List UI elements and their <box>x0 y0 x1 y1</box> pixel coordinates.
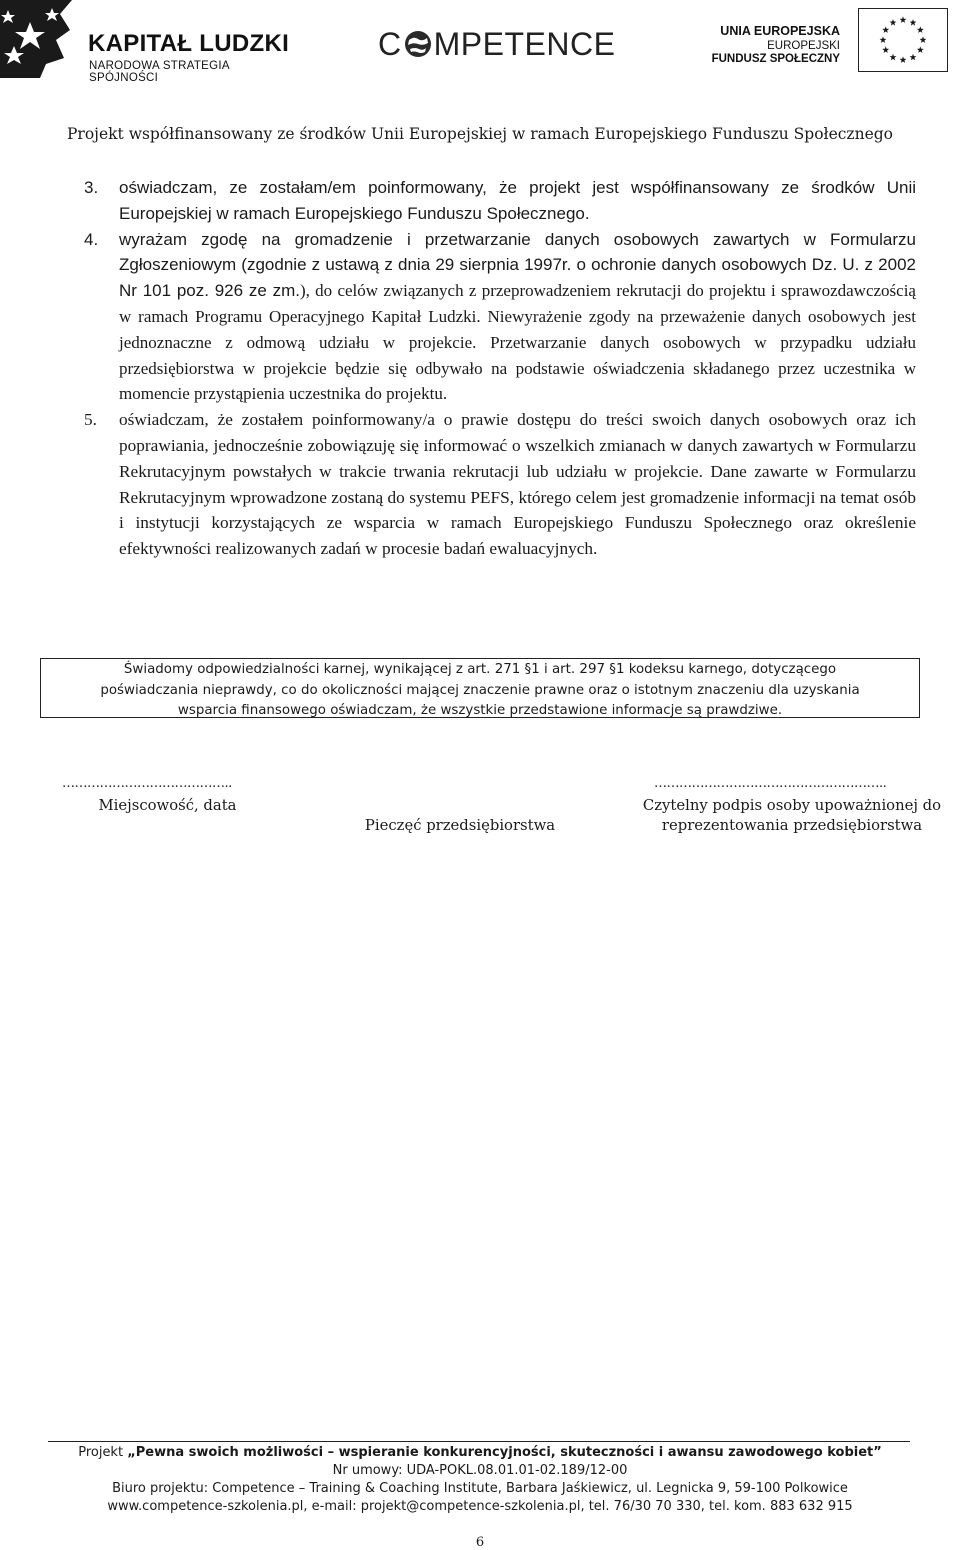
signature-field[interactable]: ……………………………………………….. <box>654 776 887 791</box>
statement-line-2: poświadczania nieprawdy, co do okoliczności mającej znaczenie prawne oraz o istotnym znaczeniu dla uzyskania <box>100 682 860 698</box>
signature-label-line-1: Czytelny podpis osoby upoważnionej do <box>642 797 942 814</box>
point-text <box>119 227 916 408</box>
eu-logo-line-1: UNIA EUROPEJSKA <box>720 24 840 38</box>
logo-header <box>0 0 960 84</box>
competence-logo-text-right: MPETENCE <box>433 26 616 62</box>
footer-divider <box>48 1441 910 1442</box>
company-stamp-label: Pieczęć przedsiębiorstwa <box>364 817 556 834</box>
statement-line-1: Świadomy odpowiedzialności karnej, wynikającej z art. 271 §1 i art. 297 §1 kodeksu karnego, dotyczącego <box>123 662 837 677</box>
kapital-ludzki-subtitle: NARODOWA STRATEGIA SPÓJNOŚCI <box>89 60 230 84</box>
declaration-points <box>84 175 916 562</box>
competence-globe-icon <box>403 29 433 59</box>
competence-logo-text-left: C <box>378 26 402 62</box>
signature-label-line-2: reprezentowania przedsiębiorstwa <box>661 817 923 834</box>
kapital-ludzki-emblem-icon <box>0 0 80 78</box>
footer-project-title <box>0 1444 960 1462</box>
cofinancing-statement: Projekt współfinansowany ze środków Unii Europejskiej w ramach Europejskiego Funduszu Społecznego <box>67 125 893 143</box>
place-date-field[interactable]: ………………………………….. <box>62 776 232 791</box>
point-text-part-b: ), do celów związanych z przeprowadzeniem rekrutacji do projektu i sprawozdawczością w ramach Programu Operacyjnego Kapitał Ludzki. Niewyrażenie zgody na przeważenie danych osobowych jest jednoznaczne z odmową udziału w projekcie. Przetwarzanie danych osobowych w przypadku udziału przedsiębiorstwa w projekcie będzie się odbywało na podstawie oświadczenia składanego przez uczestnika w momencie przystąpienia uczestnika do projektu. <box>119 281 916 404</box>
point-number: 4. <box>84 229 99 249</box>
point-text-part-a: wyrażam zgodę na gromadzenie i przetwarzanie danych osobowych zawartych w Formularzu Zgłoszeniowym (zgodnie z ustawą z dnia 29 sierpnia 1997r. o ochronie danych osobowych Dz. U. z 2002 Nr 101 poz. 926 ze zm. <box>119 229 916 301</box>
eu-logo-line-2: EUROPEJSKI <box>767 40 840 52</box>
point-number: 5. <box>84 410 97 430</box>
competence-logo <box>378 22 615 66</box>
point-number: 3. <box>84 178 99 197</box>
footer-contract-number: Nr umowy: UDA-POKL.08.01.01-02.189/12-00 <box>332 1463 628 1478</box>
list-item <box>84 175 916 227</box>
place-date-label: Miejscowość, data <box>98 797 237 814</box>
statement-line-3: wsparcia finansowego oświadczam, że wszystkie przedstawione informacje są prawdziwe. <box>177 703 783 718</box>
kapital-ludzki-title: KAPITAŁ LUDZKI <box>88 30 290 57</box>
eu-logo-line-3: FUNDUSZ SPOŁECZNY <box>711 53 840 65</box>
point-text: oświadczam, że zostałem poinformowany/a o prawie dostępu do treści swoich danych osobowych oraz ich poprawiania, jednocześnie zobowiązuję się informować o wszelkich zmianach w danych zawartych w Formularzu Rekrutacyjnym powstałych w trakcie trwania rekrutacji lub udziału w projekcie. Dane zawarte w Formularzu Rekrutacyjnym wprowadzone zostaną do systemu PEFS, którego celem jest gromadzenie informacji na temat osób i instytucji korzystających ze wsparcia w ramach Europejskiego Funduszu Społecznego oraz określenie efektywności realizowanych zadań w procesie badań ewaluacyjnych. <box>119 410 916 559</box>
criminal-liability-statement <box>40 658 920 718</box>
eu-logo <box>700 8 960 74</box>
footer-project-prefix: Projekt <box>78 1445 128 1460</box>
page-footer <box>0 1444 960 1516</box>
footer-project-name: „Pewna swoich możliwości – wspieranie konkurencyjności, skuteczności i awansu zawodowego kobiet” <box>127 1445 882 1460</box>
kapital-ludzki-logo <box>0 0 300 84</box>
eu-flag-icon <box>858 8 948 72</box>
list-item <box>84 407 916 562</box>
list-item <box>84 227 916 408</box>
footer-contact: www.competence-szkolenia.pl, e-mail: projekt@competence-szkolenia.pl, tel. 76/30 70 330, tel. kom. 883 632 915 <box>107 1499 853 1514</box>
page-number: 6 <box>475 1535 485 1550</box>
footer-office-address: Biuro projektu: Competence – Training & Coaching Institute, Barbara Jaśkiewicz, ul. Legnicka 9, 59-100 Polkowice <box>112 1481 848 1496</box>
signature-label <box>636 796 948 836</box>
point-text: oświadczam, ze zostałam/em poinformowany, że projekt jest współfinansowany ze środków Unii Europejskiej w ramach Europejskiego Funduszu Społecznego. <box>119 178 916 223</box>
